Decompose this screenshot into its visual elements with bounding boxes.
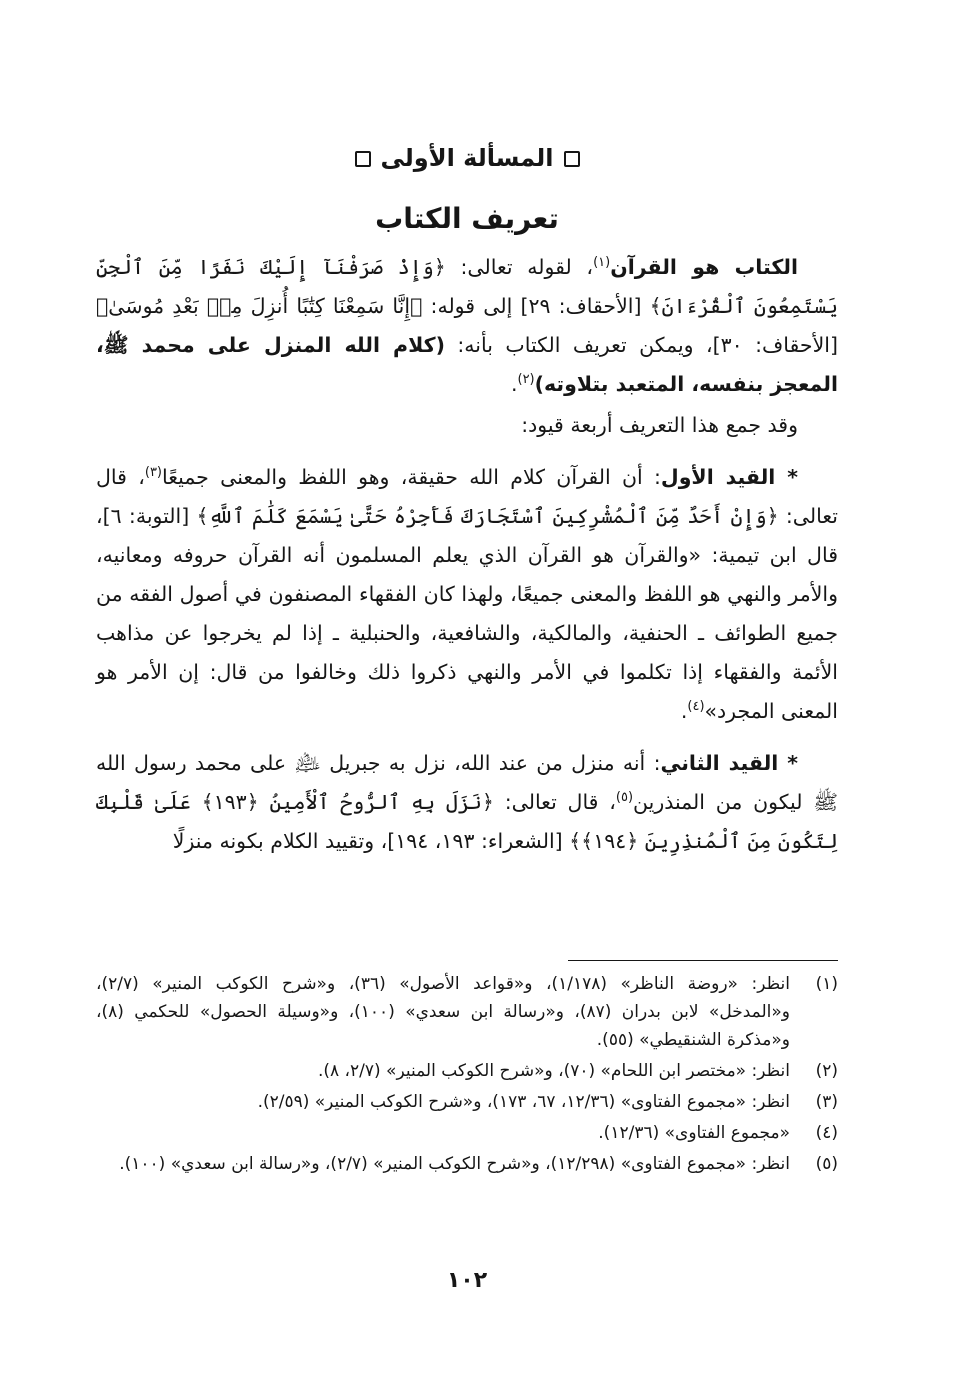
footnote-ref-1: (١) — [593, 255, 611, 271]
paragraph-definition — [96, 248, 838, 404]
footnote-number: (١) — [815, 974, 838, 994]
body-text — [96, 248, 838, 861]
footnote-item — [96, 970, 838, 1054]
footnote-text: انظر: «مجموع الفتاوى» (١٢/٢٩٨)، و«شرح الكوكب المنير» (٢/٧)، و«رسالة ابن سعدي» (١٠٠). — [119, 1154, 790, 1174]
definition-statement: (كلام الله المنزل على محمد ﷺ، المعجز بنفسه، المتعبد بتلاوته) — [96, 333, 838, 396]
footnote-ref-3: (٣) — [144, 465, 162, 481]
footnote-text: انظر: «مختصر ابن اللحام» (٧٠)، و«شرح الكوكب المنير» (٢/٧، ٨). — [317, 1061, 790, 1081]
text-segment: ، قال تعالى: — [493, 790, 616, 814]
paragraph-first-constraint — [96, 458, 838, 731]
quran-verse: ﴿وَإِذْ صَرَفْنَآ إِلَيْكَ نَفَرًا مِّنَ ٱلْجِنِّ يَسْتَمِعُونَ ٱلْقُرْءَانَ﴾ — [96, 255, 838, 318]
text-segment: : أن القرآن كلام الله حقيقة، وهو اللفظ والمعنى جميعًا — [162, 465, 661, 489]
quran-verse: ﴿إِنَّا سَمِعْنَا كِتَٰبًا أُنزِلَ مِنۢ بَعْدِ مُوسَىٰ﴾ — [96, 294, 423, 318]
footnote-number: (٤) — [815, 1123, 838, 1143]
first-constraint-lead: * القيد الأول — [660, 465, 798, 489]
footnote-number: (٣) — [815, 1092, 838, 1112]
footnote-ref-4: (٤) — [687, 699, 705, 715]
paragraph-second-constraint — [96, 744, 838, 861]
quran-verse: ﴿وَإِنْ أَحَدٌ مِّنَ ٱلْمُشْرِكِينَ ٱسْتَجَارَكَ فَأَجِرْهُ حَتَّىٰ يَسْمَعَ كَلَٰمَ ٱللَّهِ﴾ — [196, 504, 779, 528]
footnote-text: انظر: «روضة الناظر» (١/١٧٨)، و«قواعد الأصول» (٣٦)، و«شرح الكوكب المنير» (٢/٧)، و«المدخل» لابن بدران (٨٧)، و«رسالة ابن سعدي» (١٠٠)، و«وسيلة الحصول» للحكمي (٨)، و«مذكرة الشنقيطي» (٥٥). — [96, 974, 790, 1050]
text-segment: [الأحقاف: ٣٠]، ويمكن تعريف الكتاب بأنه: — [444, 333, 838, 357]
footnote-ref-2: (٢) — [517, 372, 535, 388]
text-segment: . — [510, 372, 518, 396]
square-bullet-icon — [564, 151, 580, 167]
text-segment: : أنه منزل من عند الله، نزل به جبريل ﵇ على محمد رسول الله ﷺ ليكون من المنذرين — [96, 751, 839, 814]
footnote-text: انظر: «مجموع الفتاوى» (١٢/٣٦، ٦٧، ١٧٣)، و«شرح الكوكب المنير» (٢/٥٩). — [257, 1092, 790, 1112]
footnote-item — [96, 1088, 838, 1116]
issue-heading-label: المسألة الأولى — [380, 144, 554, 172]
quran-verse: ﴿نَزَلَ بِهِ ٱلرُّوحُ ٱلْأَمِينُ ﴿١٩٣﴾ عَلَىٰ قَلْبِكَ لِتَكُونَ مِنَ ٱلْمُنذِرِينَ ﴿١٩٤﴾﴾ — [96, 790, 838, 853]
text-segment: [الشعراء: ١٩٣، ١٩٤]، وتقييد الكلام بكونه منزلًا — [172, 829, 570, 853]
footnote-item — [96, 1150, 838, 1178]
text-segment: . — [680, 699, 688, 723]
section-title: تعريف الكتاب — [375, 202, 559, 235]
text-segment: ، قال تعالى: — [96, 465, 838, 528]
footnote-number: (٢) — [815, 1061, 838, 1081]
footnote-text: «مجموع الفتاوى» (١٢/٣٦). — [598, 1123, 790, 1143]
footnote-item — [96, 1119, 838, 1147]
footnote-ref-5: (٥) — [615, 790, 634, 806]
page-number: ١٠٢ — [446, 1268, 488, 1293]
issue-heading — [96, 136, 838, 180]
paragraph-four-constraints: وقد جمع هذا التعريف أربعة قيود: — [521, 413, 798, 437]
footnote-item — [96, 1057, 838, 1085]
text-segment: [التوبة: ٦]، قال ابن تيمية: «والقرآن هو القرآن الذي يعلم المسلمون أنه القرآن حروفه ومعانيه، والأمر والنهي هو اللفظ والمعنى جميعًا، ولهذا كان الفقهاء المصنفون في أصول الفقه من جميع الطوائف ـ الحنفية، والمالكية، والشافعية، والحنبلية ـ إذا لم يخرجوا عن مذاهب الأئمة والفقهاء إذا تكلموا في الأمر والنهي ذكروا ذلك وخالفوا من قال: إن الأمر هو المعنى المجرد» — [96, 504, 838, 723]
text-segment: [الأحقاف: ٢٩] إلى قوله: — [422, 294, 650, 318]
square-bullet-icon — [355, 151, 371, 167]
definition-lead: الكتاب هو القرآن — [610, 255, 798, 279]
footnote-separator — [568, 960, 838, 961]
second-constraint-lead: * القيد الثاني — [660, 751, 798, 775]
text-segment: ، لقوله تعالى: — [445, 255, 594, 279]
footnotes — [96, 970, 838, 1181]
footnote-number: (٥) — [815, 1154, 838, 1174]
